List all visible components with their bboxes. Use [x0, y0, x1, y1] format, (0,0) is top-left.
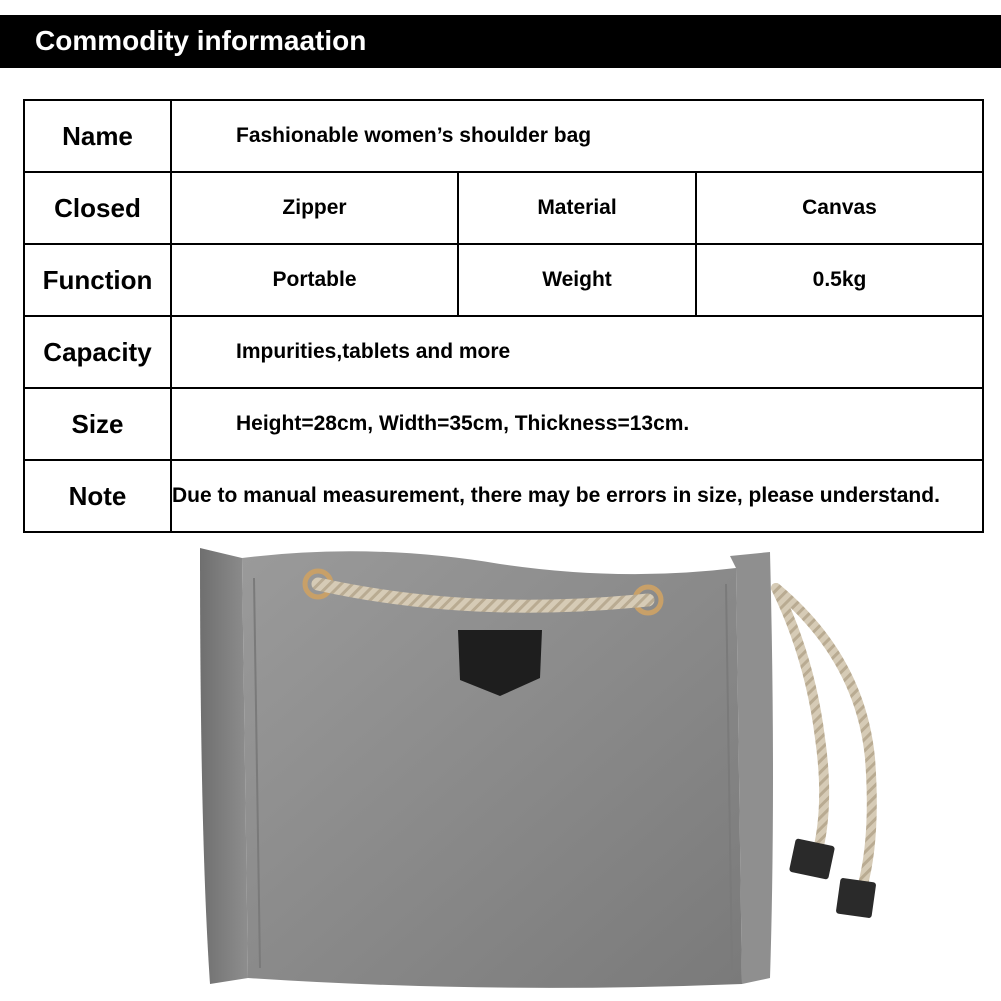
label-function: Function: [24, 244, 171, 316]
table-row-function: [24, 244, 983, 316]
label-note: Note: [24, 460, 171, 532]
bag-left-side: [200, 548, 248, 984]
label-capacity: Capacity: [24, 316, 171, 388]
rope-end-tab-1: [789, 838, 835, 880]
table-row-name: [24, 100, 983, 172]
rope-end-tab-2: [836, 878, 877, 919]
value-function: Portable: [171, 244, 458, 316]
label-size: Size: [24, 388, 171, 460]
shoulder-bag-illustration: [170, 538, 890, 998]
value-closed: Zipper: [171, 172, 458, 244]
product-photo: [170, 538, 890, 998]
table-row-size: [24, 388, 983, 460]
label-closed: Closed: [24, 172, 171, 244]
table-row-note: [24, 460, 983, 532]
spec-table: [23, 99, 984, 533]
value-size: Height=28cm, Width=35cm, Thickness=13cm.: [171, 388, 983, 460]
header-bar: [0, 15, 1001, 68]
label-name: Name: [24, 100, 171, 172]
value-weight: 0.5kg: [696, 244, 983, 316]
bag-front-panel: [242, 551, 742, 988]
table-row-closed: [24, 172, 983, 244]
value-capacity: Impurities,tablets and more: [171, 316, 983, 388]
page-title: Commodity informaation: [35, 25, 367, 56]
value-material: Canvas: [696, 172, 983, 244]
value-name: Fashionable women’s shoulder bag: [171, 100, 983, 172]
table-row-capacity: [24, 316, 983, 388]
value-note: Due to manual measurement, there may be errors in size, please understand.: [171, 460, 983, 532]
label-weight: Weight: [458, 244, 696, 316]
label-material: Material: [458, 172, 696, 244]
